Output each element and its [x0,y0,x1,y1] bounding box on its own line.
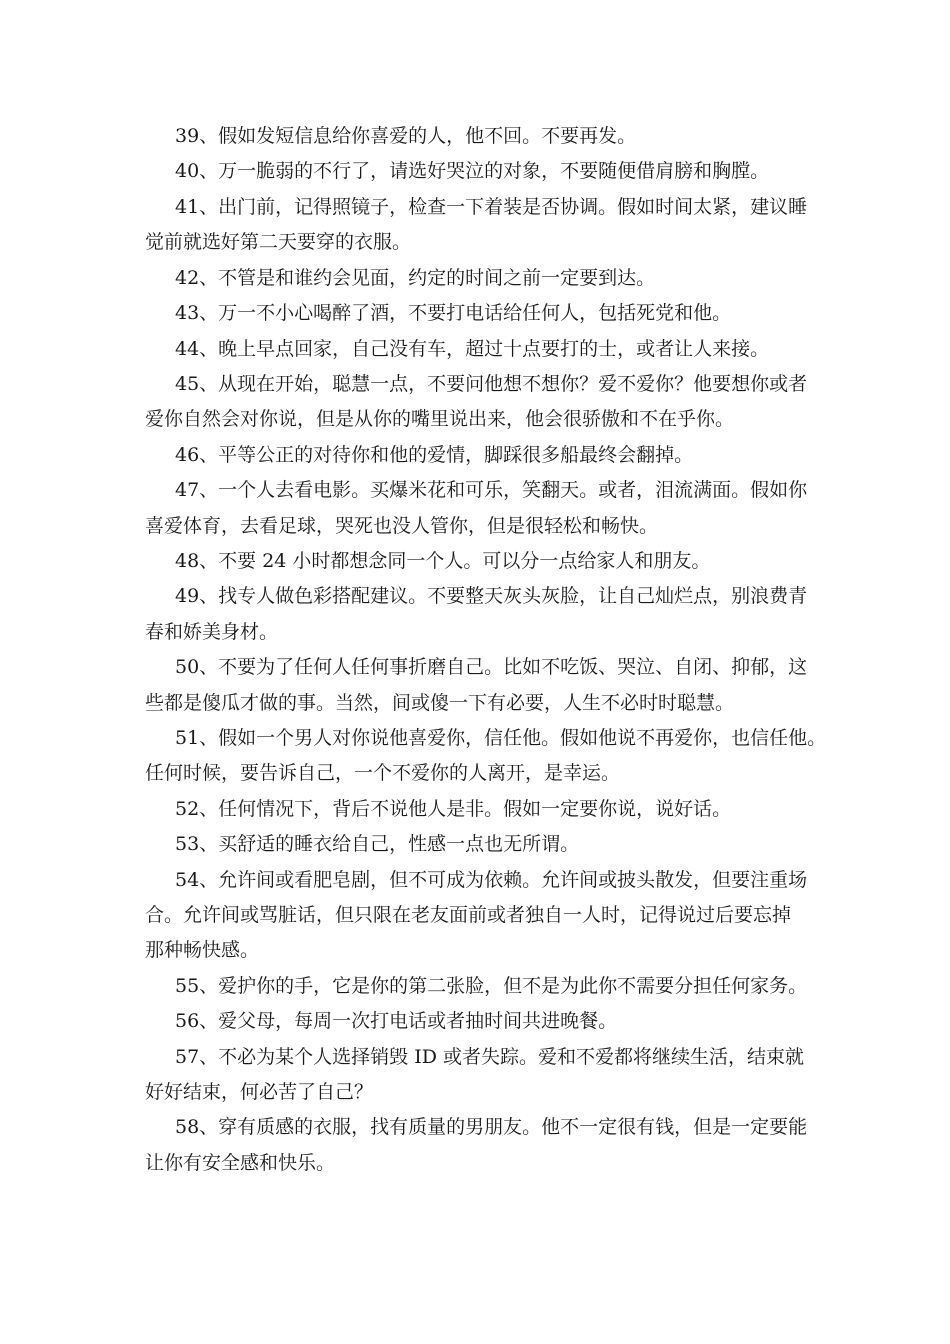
item-54: 54、允许间或看肥皂剧，但不可成为依赖。允许间或披头散发，但要注重场 [175,869,808,891]
item-46: 46、平等公正的对待你和他的爱情，脚踩很多船最终会翻掉。 [175,444,694,466]
item-49-cont: 春和娇美身材。 [145,621,279,643]
item-47: 47、一个人去看电影。买爆米花和可乐，笑翻天。或者，泪流满面。假如你 [175,479,808,501]
item-54-cont-2: 那种畅快感。 [145,939,260,961]
item-55: 55、爱护你的手，它是你的第二张脸，但不是为此你不需要分担任何家务。 [175,975,808,997]
item-40: 40、万一脆弱的不行了，请选好哭泣的对象，不要随便借肩膀和胸膛。 [175,160,770,182]
item-41-cont: 觉前就选好第二天要穿的衣服。 [145,231,412,253]
item-48: 48、不要 24 小时都想念同一个人。可以分一点给家人和朋友。 [175,550,711,572]
item-43: 43、万一不小心喝醉了酒，不要打电话给任何人，包括死党和他。 [175,302,732,324]
item-39: 39、假如发短信息给你喜爱的人，他不回。不要再发。 [175,125,637,147]
item-49: 49、找专人做色彩搭配建议。不要整天灰头灰脸，让自己灿烂点，别浪费青 [175,585,808,607]
item-58: 58、穿有质感的衣服，找有质量的男朋友。他不一定很有钱，但是一定要能 [175,1116,808,1138]
item-54-cont-1: 合。允许间或骂脏话，但只限在老友面前或者独自一人时，记得说过后要忘掉 [145,904,792,926]
item-56: 56、爱父母，每周一次打电话或者抽时间共进晚餐。 [175,1010,618,1032]
item-44: 44、晚上早点回家，自己没有车，超过十点要打的士，或者让人来接。 [175,338,770,360]
item-45: 45、从现在开始，聪慧一点，不要问他想不想你？爱不爱你？他要想你或者 [175,373,808,395]
item-47-cont: 喜爱体育，去看足球，哭死也没人管你，但是很轻松和畅快。 [145,515,659,537]
item-57: 57、不必为某个人选择销毁 ID 或者失踪。爱和不爱都将继续生活，结束就 [175,1046,804,1068]
item-51: 51、假如一个男人对你说他喜爱你，信任他。假如他说不再爱你，也信任他。 [175,727,827,749]
item-51-cont: 任何时候，要告诉自己，一个不爱你的人离开，是幸运。 [145,762,621,784]
item-50-cont: 些都是傻瓜才做的事。当然，间或傻一下有必要，人生不必时时聪慧。 [145,692,735,714]
item-45-cont: 爱你自然会对你说，但是从你的嘴里说出来，他会很骄傲和不在乎你。 [145,408,735,430]
item-58-cont: 让你有安全感和快乐。 [145,1152,336,1174]
item-57-cont: 好好结束，何必苦了自己？ [145,1081,374,1103]
item-50: 50、不要为了任何人任何事折磨自己。比如不吃饭、哭泣、自闭、抑郁，这 [175,656,808,678]
item-53: 53、买舒适的睡衣给自己，性感一点也无所谓。 [175,833,580,855]
item-42: 42、不管是和谁约会见面，约定的时间之前一定要到达。 [175,267,656,289]
item-41: 41、出门前，记得照镜子，检查一下着装是否协调。假如时间太紧，建议睡 [175,196,808,218]
item-52: 52、任何情况下，背后不说他人是非。假如一定要你说，说好话。 [175,798,732,820]
